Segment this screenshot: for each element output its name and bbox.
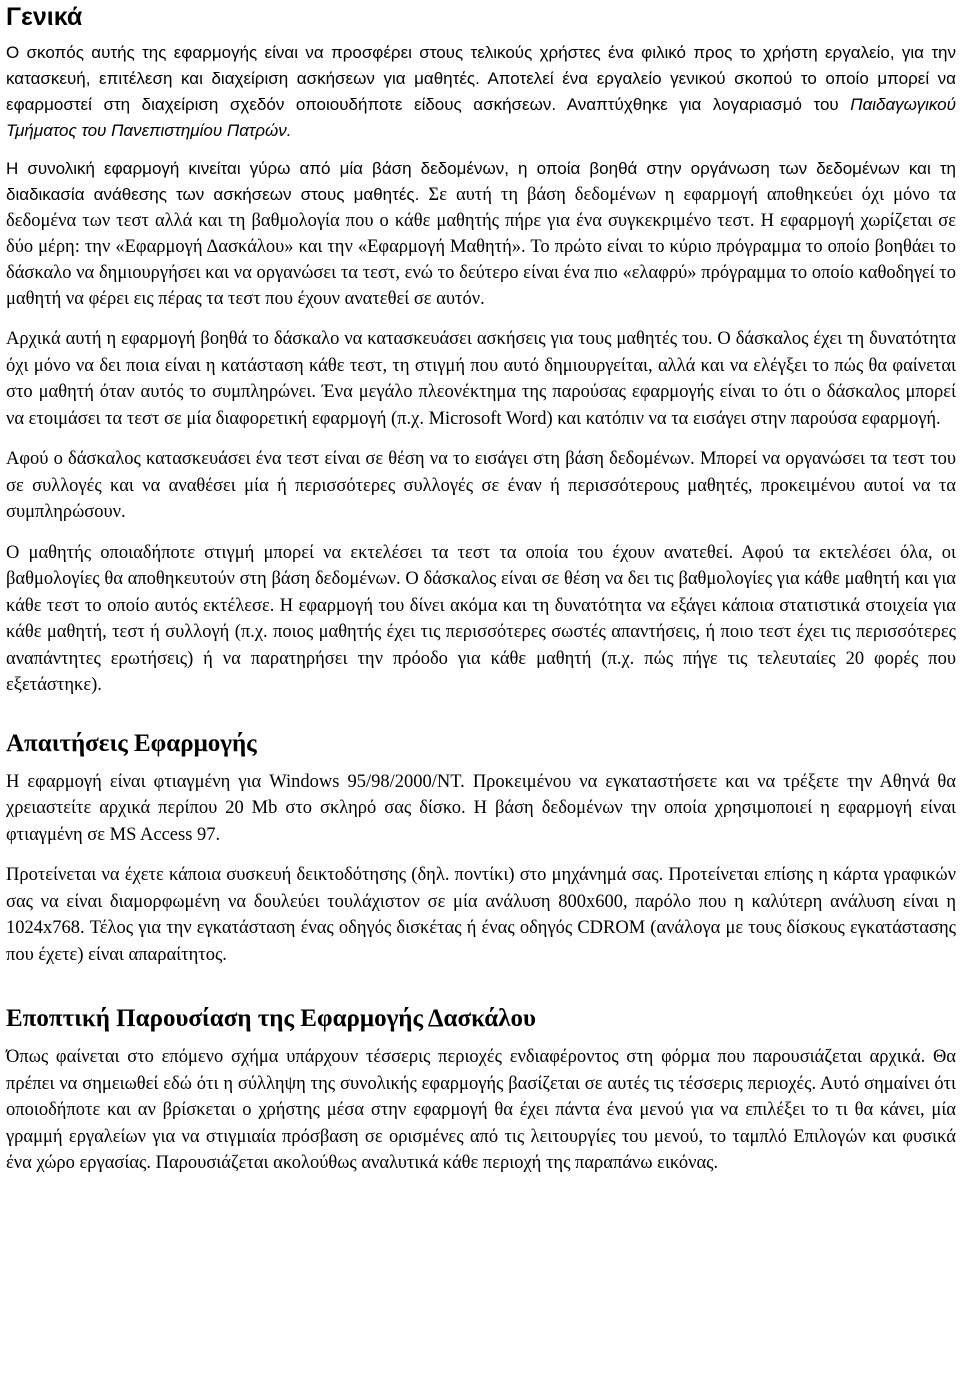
paragraph-general-1 bbox=[6, 40, 956, 144]
section-title-overview: Εποπτική Παρουσίαση της Εφαρμογής Δασκάλου bbox=[6, 1005, 536, 1032]
paragraph-general-5: Ο μαθητής οποιαδήποτε στιγμή μπορεί να εκτελέσει τα τεστ τα οποία του έχουν ανατεθεί. Αφού τα εκτελέσει όλα, οι βαθμολογίες θα αποθηκευτούν στη βάση δεδομένων. Ο δάσκαλος είναι σε θέση να δει τις βαθμολογίες για κάθε μαθητή και για κάθε τεστ το οποίο αυτός εκτέλεσε. Η εφαρμογή του δίνει ακόμα και τη δυνατότητα να εξάγει κάποια στατιστικά στοιχεία για κάθε μαθητή, τεστ ή συλλογή (π.χ. ποιος μαθητής έχει τις περισσότερες σωστές απαντήσεις, ή ποιο τεστ έχει τις περισσότερες αναπάντητες ερωτήσεις) ή να παρατηρήσει την πρόοδο για κάθε μαθητή (π.χ. πώς πήγε τις τελευταίες 20 φορές που εξετάστηκε). bbox=[6, 542, 956, 695]
document-page bbox=[6, 0, 956, 1177]
paragraph-requirements-2: Προτείνεται να έχετε κάποια συσκευή δεικτοδότησης (δηλ. ποντίκι) στο μηχάνημά σας. Προτείνεται επίσης η κάρτα γραφικών σας να είναι διαμορφωμένη να δουλεύει τουλάχιστον σε μία ανάλυση 800x600, παρόλο που η καλύτερη ανάλυση είναι η 1024x768. Τέλος για την εγκατάσταση ένας οδηγός δισκέτας ή ένας οδηγός CDROM (ανάλογα με τους δίσκους εγκατάστασης που έχετε) είναι απαραίτητος. bbox=[6, 865, 956, 965]
paragraph-general-2 bbox=[6, 156, 956, 312]
paragraph-overview-1 bbox=[6, 1044, 956, 1177]
paragraph-overview-1-tail: Θα πρέπει να σημειωθεί εδώ ότι η σύλληψη της συνολικής εφαρμογής βασίζεται σε αυτές τις τέσσερις περιοχές. Αυτό σημαίνει ότι οποιοδήποτε και αν βρίσκεται ο χρήστης μέσα στην εφαρμογή θα έχει πάντα ένα μενού για να επιλέξει το τι θα κάνει, μία γραμμή εργαλείων για να στιγμιαία πρόσβαση σε ορισμένες από τις λειτουργίες του μενού, το ταμπλό Επιλογών και φυσικά ένα χώρο εργασίας. Παρουσιάζεται ακολούθως αναλυτικά κάθε περιοχή της παραπάνω εικόνας. bbox=[6, 1047, 956, 1173]
paragraph-general-2-tail: Σε αυτή τη βάση δεδομένων η εφαρμογή αποθηκεύει όχι μόνο τα δεδομένα των τεστ αλλά και τη βαθμολογία που ο κάθε μαθητής πήρε για ένα συγκεκριμένο τεστ. Η εφαρμογή χωρίζεται σε δύο μέρη: την «Εφαρμογή Δασκάλου» και την «Εφαρμογή Μαθητή». Το πρώτο είναι το κύριο πρόγραμμα το οποίο βοηθάει το δάσκαλο να δημιουργήσει και να οργανώσει τα τεστ, ενώ το δεύτερο είναι ένα πιο «ελαφρύ» πρόγραμμα το οποίο καθοδηγεί το μαθητή να φέρει εις πέρας τα τεστ που έχουν ανατεθεί σε αυτόν. bbox=[6, 185, 956, 309]
paragraph-requirements-1: Η εφαρμογή είναι φτιαγμένη για Windows 95/98/2000/NT. Προκειμένου να εγκαταστήσετε και να τρέξετε την Αθηνά θα χρειαστείτε αρχικά περίπου 20 Mb στο σκληρό σας δίσκο. Η βάση δεδομένων την οποία χρησιμοποιεί η εφαρμογή είναι φτιαγμένη σε MS Access 97. bbox=[6, 771, 956, 845]
paragraph-general-1-italic: Παιδαγωγικού Τμήματος του Πανεπιστημίου Πατρών. bbox=[6, 95, 956, 140]
section-title-general: Γενικά bbox=[6, 3, 83, 31]
section-title-requirements: Απαιτήσεις Εφαρμογής bbox=[6, 729, 257, 757]
paragraph-general-1-text: Ο σκοπός αυτής της εφαρμογής είναι να προσφέρει στους τελικούς χρήστες ένα φιλικό προς το χρήστη εργαλείο, για την κατασκευή, επιτέλεση και διαχείριση ασκήσεων για μαθητές. Αποτελεί ένα εργαλείο γενικού σκοπού το οποίο μπορεί να εφαρμοστεί στη διαχείριση σχεδόν οποιουδήποτε είδους ασκήσεων. Αναπτύχθηκε για λογαριασμό του bbox=[6, 43, 956, 114]
paragraph-general-3: Αρχικά αυτή η εφαρμογή βοηθά το δάσκαλο να κατασκευάσει ασκήσεις για τους μαθητές του. Ο δάσκαλος έχει τη δυνατότητα όχι μόνο να δει ποια είναι η κατάσταση κάθε τεστ, τη στιγμή που αυτό δημιουργείται, αλλά και να ελέγξει το πώς θα φαίνεται στο μαθητή όταν αυτός το συμπληρώνει. Ένα μεγάλο πλεονέκτημα της παρούσας εφαρμογής είναι το ότι ο δάσκαλος μπορεί να ετοιμάσει τα τεστ σε μία διαφορετική εφαρμογή (π.χ. Microsoft Word) και κατόπιν να τα εισάγει στην παρούσα εφαρμογή. bbox=[6, 329, 956, 429]
paragraph-overview-1-lead: Όπως φαίνεται στο επόμενο σχήμα υπάρχουν τέσσερις περιοχές ενδιαφέροντος στη φόρμα που παρουσιάζεται αρχικά. bbox=[6, 1047, 933, 1067]
paragraph-general-2-lead: Η συνολική εφαρμογή κινείται γύρω από μία βάση δεδομένων, η οποία βοηθά στην οργάνωση των δεδομένων και τη διαδικασία ανάθεσης των ασκήσεων στους μαθητές. bbox=[6, 159, 956, 204]
paragraph-general-4: Αφού ο δάσκαλος κατασκευάσει ένα τεστ είναι σε θέση να το εισάγει στη βάση δεδομένων. Μπορεί να οργανώσει τα τεστ του σε συλλογές και να αναθέσει μία ή περισσότερες συλλογές σε έναν ή περισσότερους μαθητές, προκειμένου αυτοί να τα συμπληρώσουν. bbox=[6, 449, 956, 522]
